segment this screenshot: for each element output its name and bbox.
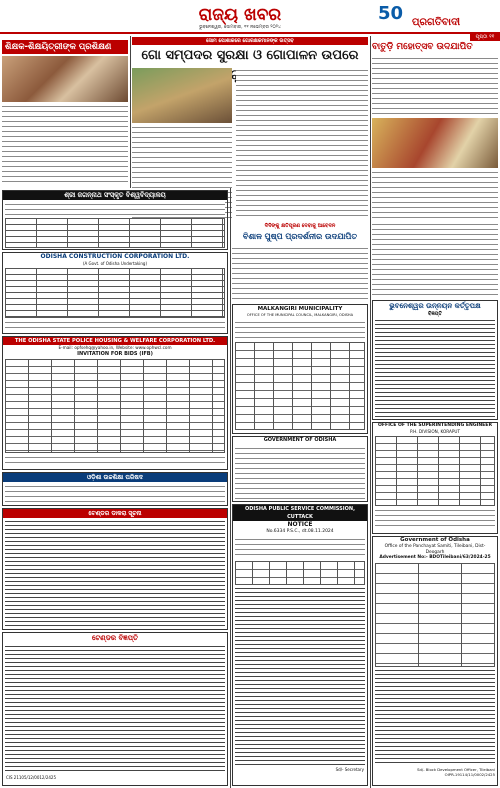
paper-name: ପ୍ରଗତିବାଦୀ bbox=[412, 17, 461, 28]
left-headline: ଶିକ୍ଷକ-ଶିକ୍ଷୟିତ୍ରୀଙ୍କ ପ୍ରଶିକ୍ଷଣ bbox=[5, 42, 112, 52]
center-kicker: ସୋମ ପୋଶାକରେ ଗୋରକ୍ଷକମାନଙ୍କ ଉତ୍ସବ bbox=[132, 37, 368, 45]
column-divider-3 bbox=[130, 36, 131, 188]
college-header: ଓଡ଼ିଶା ଉଚ୍ଚଶିକ୍ଷା ପରିଷଦ bbox=[3, 473, 227, 482]
gov2-adv: Advertisement No:- BDOTileibani/63/2024-25 bbox=[379, 555, 491, 560]
gov-body bbox=[235, 446, 365, 500]
paper-logo bbox=[378, 3, 408, 29]
ad-tender-notice bbox=[2, 508, 228, 630]
bda-body bbox=[375, 319, 495, 417]
column-divider-1 bbox=[230, 188, 231, 788]
bda-title: ଭୁବନେଶ୍ୱର ଉନ୍ନୟନ କର୍ତ୍ତୃପକ୍ଷ bbox=[389, 302, 481, 310]
ad-panchayat-samiti bbox=[372, 536, 498, 786]
opsc-intro bbox=[235, 537, 365, 559]
ad-construction-corp bbox=[2, 252, 228, 334]
bottom-ref-1: CIS 21105/12/0012/2425 bbox=[6, 775, 56, 780]
paper-name-box bbox=[412, 10, 482, 28]
construction-title: ODISHA CONSTRUCTION CORPORATION LTD. bbox=[40, 253, 190, 260]
college-tender-body bbox=[5, 645, 225, 773]
section-title-box bbox=[170, 5, 310, 23]
supt-title: OFFICE OF THE SUPERINTENDING ENGINEER bbox=[378, 423, 492, 428]
opsc-no: No.6334 P.S.C., dt.08.11.2024 bbox=[266, 529, 334, 534]
footer-right: Sd/- Block Development Officer, Tileibani bbox=[417, 767, 495, 772]
muni-title: MALKANGIRI MUNICIPALITY bbox=[257, 306, 343, 312]
ad-malkangiri-municipality bbox=[232, 304, 368, 434]
opsc-table bbox=[235, 561, 365, 585]
left-story-photo bbox=[2, 56, 128, 102]
gov2-sub: Office of the Panchayat Samiti, Tileibani, Dist-Deogarh bbox=[384, 544, 486, 555]
center-headline: ଗୋ ସମ୍ପଦର ସୁରକ୍ଷା ଓ ଗୋପାଳନ ଉପରେ bbox=[141, 48, 359, 63]
tender-header: ଟେଣ୍ଡର ଡାକରା ସୂଚନା bbox=[3, 509, 227, 518]
police-footer bbox=[5, 455, 225, 463]
masthead bbox=[0, 0, 500, 40]
ocl-table bbox=[5, 218, 225, 248]
muni-sub: OFFICE OF THE MUNICIPAL COUNCIL, MALKANGIRI, ODISHA bbox=[246, 313, 354, 317]
page-number: ପୃଷ୍ଠା ୧୧ bbox=[470, 33, 500, 41]
muni-body bbox=[235, 320, 365, 340]
ad-college-tender bbox=[2, 632, 228, 786]
right-story-text bbox=[372, 56, 498, 116]
dateline: ଭୁବନେଶ୍ୱର, ସୋମବାର, ୧୧ ନଭେମ୍ବର ୨୦୨୪ bbox=[199, 25, 281, 30]
supt-sub: P.H. DIVISION, KORAPUT bbox=[409, 429, 461, 434]
right-story-text-b bbox=[372, 170, 498, 220]
supt-footer bbox=[375, 508, 495, 530]
ad-opsc bbox=[232, 504, 368, 786]
police-email: E-mail: opfsehq@yahoo.in, Website: www.ophwcl.com bbox=[58, 345, 172, 350]
police-sub: INVITATION FOR BIDS (IFB) bbox=[77, 351, 153, 357]
gov2-title: Government of Odisha bbox=[400, 537, 470, 543]
column-divider-2 bbox=[370, 36, 371, 788]
center-kicker-2: ଦିଦିଙ୍କୁ କ୍ଷତିପୂରଣ ଦେବାକୁ ଆବେଦନ bbox=[264, 223, 336, 229]
supt-table bbox=[375, 436, 495, 506]
ad-government-odisha bbox=[232, 436, 368, 502]
bda-sub: ବିଜ୍ଞପ୍ତି bbox=[428, 311, 442, 317]
mid-story-text bbox=[232, 246, 368, 302]
logo-number: 50 bbox=[378, 3, 404, 24]
construction-sub: (A Govt. of Odisha Undertaking) bbox=[82, 261, 148, 266]
ad-superintending-engineer bbox=[372, 422, 498, 534]
college-title: ଟେଣ୍ଡର ବିଜ୍ଞପ୍ତି bbox=[91, 634, 139, 642]
construction-footer bbox=[5, 320, 225, 330]
gov2-body bbox=[375, 669, 495, 765]
section-title: ରାଜ୍ୟ ଖବର bbox=[198, 5, 282, 25]
construction-table bbox=[5, 268, 225, 318]
ocl-title: ଶ୍ରୀ ଜଗନ୍ନାଥ ସଂସ୍କୃତ ବିଶ୍ୱବିଦ୍ୟାଳୟ bbox=[3, 191, 227, 200]
opsc-notice: NOTICE bbox=[287, 521, 313, 528]
opsc-body bbox=[235, 587, 365, 765]
ad-sanskrit-university bbox=[2, 190, 228, 250]
mid-headline: ବିଶାଳ ପୁଷ୍ପ ପ୍ରଦର୍ଶନୀର ଉଦଯାପିତ bbox=[242, 232, 358, 241]
tender-body bbox=[5, 520, 225, 628]
gov-title: GOVERNMENT OF ODISHA bbox=[263, 437, 337, 443]
right-headline: ବାତୁଡ଼ି ମହୋତ୍ସବ ଉଦଯାପିତ bbox=[372, 42, 473, 52]
center-story-text-b bbox=[236, 68, 368, 220]
gov2-table bbox=[375, 563, 495, 667]
ad-police-housing bbox=[2, 336, 228, 470]
muni-table bbox=[235, 342, 365, 430]
right-story-photo bbox=[372, 118, 498, 168]
opsc-title: ODISHA PUBLIC SERVICE COMMISSION, CUTTACK bbox=[233, 505, 367, 521]
left-story-text bbox=[2, 104, 128, 186]
college-body bbox=[5, 484, 225, 504]
center-story-photo bbox=[132, 68, 232, 123]
police-title: THE ODISHA STATE POLICE HOUSING & WELFARE CORPORATION LTD. bbox=[3, 337, 227, 345]
police-table bbox=[5, 359, 225, 453]
right-story-text-c bbox=[372, 222, 498, 298]
ad-higher-education bbox=[2, 472, 228, 506]
bottom-ref-2: OIPR-19114/11/0002/2425 bbox=[444, 772, 495, 777]
ocl-body bbox=[5, 202, 225, 216]
footer-left: Sd/- Secretary bbox=[335, 767, 364, 772]
ad-bda-notice bbox=[372, 300, 498, 420]
left-headline-box bbox=[2, 40, 128, 54]
